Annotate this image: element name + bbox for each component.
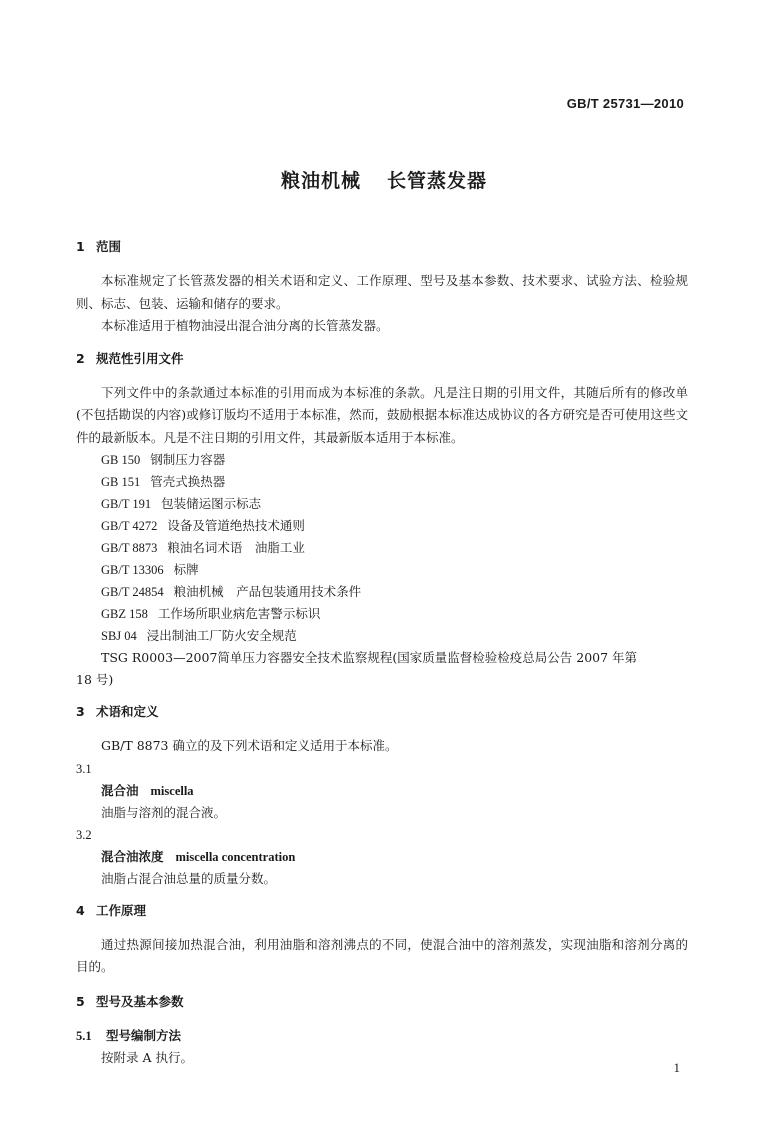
section-title: 术语和定义: [96, 704, 159, 719]
reference-code: GB/T 4272: [101, 519, 158, 533]
reference-name: 管壳式换热器: [150, 474, 226, 489]
section-number: 3: [76, 704, 85, 719]
section-heading: [76, 348, 688, 370]
term-entry: [76, 846, 688, 868]
section-heading: [76, 900, 688, 922]
reference-code: SBJ 04: [101, 629, 137, 643]
reference-item: [76, 581, 688, 603]
reference-name: 简单压力容器安全技术监察规程(国家质量监督检验检疫总局公告 2007 年第: [217, 650, 638, 665]
reference-name: 钢制压力容器: [150, 452, 226, 467]
section-heading: [76, 701, 688, 723]
term-number: 3.1: [76, 761, 92, 776]
reference-code: GBZ 158: [101, 607, 148, 621]
reference-item: [76, 625, 688, 647]
page-number: 1: [673, 1060, 680, 1075]
term-zh: 混合油: [101, 782, 139, 798]
section-title: 型号及基本参数: [96, 993, 184, 1009]
document-title: [0, 166, 768, 193]
reference-code: GB/T 13306: [101, 563, 164, 577]
reference-code: TSG R0003—2007: [101, 650, 218, 665]
reference-name: 设备及管道绝热技术通则: [167, 518, 305, 533]
section-heading: [76, 991, 688, 1013]
section-number: 5: [76, 993, 85, 1009]
paragraph: GB/T 8873 确立的及下列术语和定义适用于本标准。: [101, 738, 398, 753]
reference-item: [76, 559, 688, 581]
reference-name: 标牌: [173, 562, 199, 577]
reference-code: GB/T 191: [101, 497, 152, 511]
paragraph: 通过热源间接加热混合油，利用油脂和溶剂沸点的不同，使混合油中的溶剂蒸发，实现油脂和溶剂分离的目的。: [76, 936, 688, 974]
subsection-title: 型号编制方法: [106, 1027, 182, 1043]
paragraph: 本标准适用于植物油浸出混合油分离的长管蒸发器。: [101, 318, 389, 333]
reference-item: [76, 515, 688, 537]
reference-name: 浸出制油工厂防火安全规范: [146, 628, 297, 643]
term-definition: 油脂与溶剂的混合液。: [101, 804, 227, 820]
subsection-number: 5.1: [76, 1028, 92, 1043]
reference-name-continued: 18 号): [76, 672, 114, 687]
term-entry: [76, 780, 688, 802]
section-heading: [76, 236, 688, 258]
section-number: 2: [76, 350, 85, 366]
section-title: 工作原理: [96, 902, 147, 918]
term-number: 3.2: [76, 827, 92, 842]
reference-code: GB/T 24854: [101, 585, 164, 599]
section-title: 规范性引用文件: [96, 350, 184, 366]
document-body: [76, 236, 688, 1069]
reference-name: 包装储运图示标志: [161, 496, 262, 511]
title-part-1: 粮油机械: [280, 170, 361, 192]
reference-name: 粮油机械 产品包装通用技术条件: [173, 584, 362, 599]
standard-number: GB/T 25731—2010: [566, 96, 684, 111]
section-number: 4: [76, 902, 85, 918]
reference-name: 粮油名词术语 油脂工业: [167, 540, 305, 555]
paragraph: 按附录 A 执行。: [101, 1049, 193, 1065]
reference-item: [76, 647, 688, 669]
section-title: 范围: [96, 239, 122, 254]
term-zh: 混合油浓度: [101, 848, 164, 864]
reference-item: [76, 449, 688, 471]
reference-name: 工作场所职业病危害警示标识: [157, 606, 321, 621]
title-part-2: 长管蒸发器: [387, 170, 488, 192]
paragraph: 本标准规定了长管蒸发器的相关术语和定义、工作原理、型号及基本参数、技术要求、试验方法、检验规则、标志、包装、运输和储存的要求。: [76, 273, 688, 311]
reference-item: [76, 603, 688, 625]
term-en: miscella concentration: [175, 849, 296, 864]
reference-code: GB 150: [101, 453, 141, 467]
section-number: 1: [76, 239, 85, 254]
reference-item: [76, 471, 688, 493]
term-en: miscella: [150, 783, 194, 798]
subsection-heading: [76, 1025, 688, 1047]
reference-item: [76, 493, 688, 515]
reference-code: GB 151: [101, 475, 141, 489]
term-definition: 油脂占混合油总量的质量分数。: [101, 870, 277, 886]
reference-list: [76, 449, 688, 691]
reference-item: [76, 537, 688, 559]
paragraph: 下列文件中的条款通过本标准的引用而成为本标准的条款。凡是注日期的引用文件，其随后所有的修改单(不包括勘误的内容)或修订版均不适用于本标准，然而，鼓励根据本标准达成协议的各方研究是否可使用这些文件的最新版本。凡是不注日期的引用文件，其最新版本适用于本标准。: [76, 384, 688, 445]
reference-code: GB/T 8873: [101, 541, 158, 555]
